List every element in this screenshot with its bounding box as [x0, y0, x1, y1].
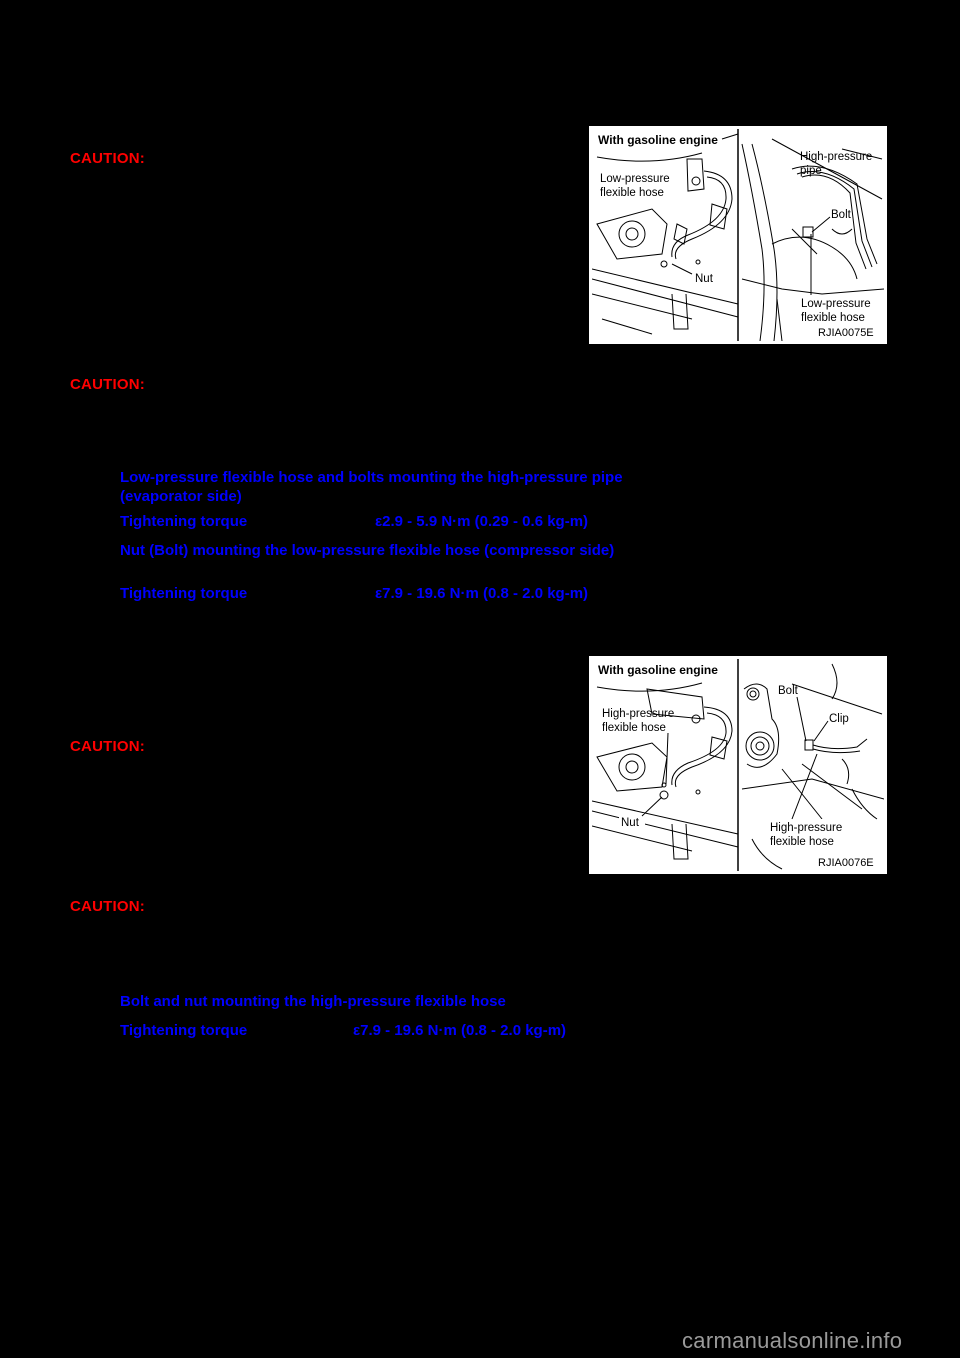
figure-2-label-nut: Nut: [621, 817, 639, 829]
spec-item-low-pressure-hose-evaporator: Low-pressure flexible hose and bolts mounting the high-pressure pipe (evaporator side): [120, 469, 623, 505]
figure-2-label-bolt: Bolt: [778, 685, 798, 697]
figure-1-label-nut: Nut: [695, 273, 713, 285]
figure-1-label-flexible-hose: flexible hose: [600, 187, 664, 199]
caution-label-2: CAUTION:: [70, 376, 145, 393]
engine-illustration-2: [592, 659, 884, 871]
figure-1-label-low-pressure: Low-pressure: [600, 173, 670, 185]
caution-label-3: CAUTION:: [70, 738, 145, 755]
figure-2-label-flexible-hose: flexible hose: [602, 722, 666, 734]
figure-low-pressure-hose: [589, 126, 887, 344]
spec-item-bolt-nut-high-pressure-hose: Bolt and nut mounting the high-pressure flexible hose: [120, 993, 506, 1010]
torque-wrench-icon: ε: [375, 585, 383, 602]
torque-wrench-icon: ε: [375, 513, 383, 530]
torque-value: ε7.9 - 19.6 N·m (0.8 - 2.0 kg-m): [375, 585, 589, 602]
torque-label: Tightening torque: [120, 513, 248, 530]
figure-2-title: With gasoline engine: [598, 663, 718, 677]
figure-2-id: RJIA0076E: [818, 857, 874, 869]
torque-value: ε2.9 - 5.9 N·m (0.29 - 0.6 kg-m): [375, 513, 589, 530]
watermark: carmanualsonline.info: [682, 1328, 903, 1353]
torque-label: Tightening torque: [120, 1022, 248, 1039]
torque-value: ε7.9 - 19.6 N·m (0.8 - 2.0 kg-m): [353, 1022, 567, 1039]
figure-2-label-high-pressure-right: High-pressure: [770, 822, 843, 834]
torque-wrench-icon: ε: [353, 1022, 361, 1039]
figure-1-label-flexible-hose-right: flexible hose: [801, 312, 865, 324]
caution-label-1: CAUTION:: [70, 150, 145, 167]
torque-row-1: [120, 512, 640, 531]
torque-row-2: [120, 584, 640, 603]
figure-1-label-pipe: pipe: [800, 165, 822, 177]
figure-1-label-high-pressure: High-pressure: [800, 151, 873, 163]
figure-2-label-flexible-hose-right: flexible hose: [770, 836, 834, 848]
figure-1-title: With gasoline engine: [598, 133, 718, 147]
figure-1-id: RJIA0075E: [818, 327, 874, 339]
torque-row-3: [120, 1021, 640, 1040]
figure-1-label-bolt: Bolt: [831, 209, 851, 221]
figure-high-pressure-hose: [589, 656, 887, 874]
figure-1-label-low-pressure-right: Low-pressure: [801, 298, 871, 310]
caution-label-4: CAUTION:: [70, 898, 145, 915]
figure-2-label-high-pressure: High-pressure: [602, 708, 675, 720]
torque-label: Tightening torque: [120, 585, 248, 602]
spec-item-nut-low-pressure-hose-compressor: Nut (Bolt) mounting the low-pressure flexible hose (compressor side): [120, 542, 615, 559]
engine-illustration-1: [592, 129, 884, 341]
figure-2-label-clip: Clip: [829, 713, 849, 725]
